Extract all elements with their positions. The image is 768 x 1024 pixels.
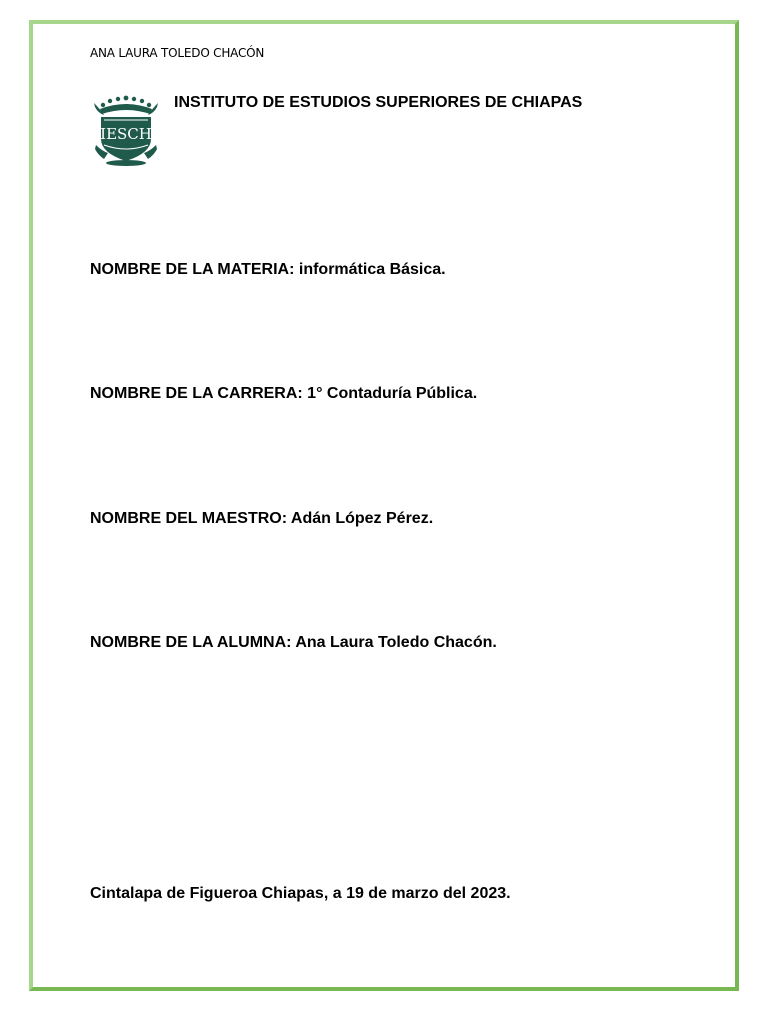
header-author-name: ANA LAURA TOLEDO CHACÓN bbox=[90, 46, 265, 60]
subject-field: NOMBRE DE LA MATERIA: informática Básica. bbox=[90, 261, 446, 278]
place-and-date: Cintalapa de Figueroa Chiapas, a 19 de marzo del 2023. bbox=[90, 885, 511, 902]
logo-text: IESCH bbox=[100, 125, 152, 143]
student-field: NOMBRE DE LA ALUMNA: Ana Laura Toledo Chacón. bbox=[90, 634, 497, 651]
career-field: NOMBRE DE LA CARRERA: 1° Contaduría Pública. bbox=[90, 385, 478, 402]
institution-name: INSTITUTO DE ESTUDIOS SUPERIORES DE CHIAPAS bbox=[174, 94, 583, 111]
iesch-logo bbox=[92, 95, 160, 167]
teacher-field: NOMBRE DEL MAESTRO: Adán López Pérez. bbox=[90, 510, 434, 527]
